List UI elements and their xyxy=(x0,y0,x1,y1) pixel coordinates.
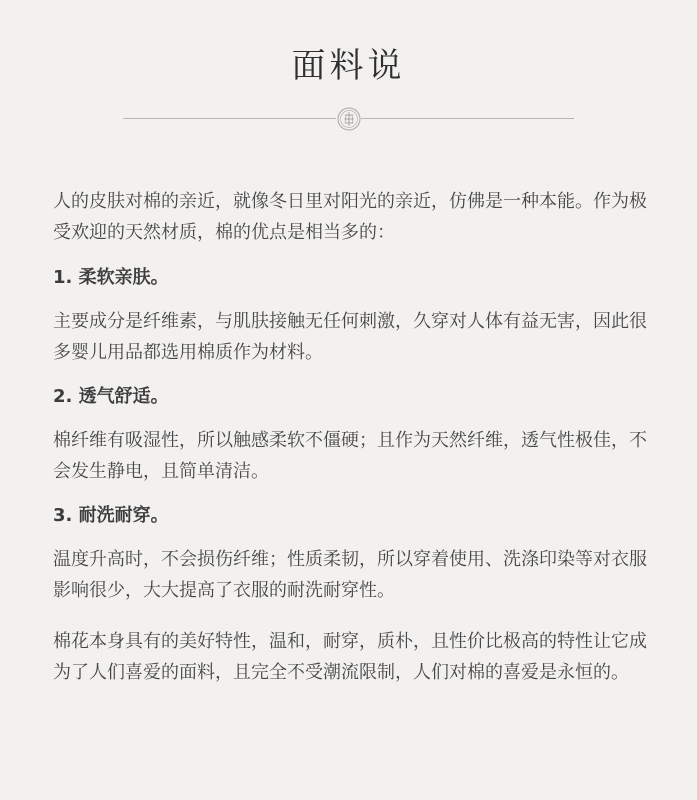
closing-paragraph: 棉花本身具有的美好特性，温和，耐穿，质朴，且性价比极高的特性让它成为了人们喜爱的面料，且完全不受潮流限制，人们对棉的喜爱是永恒的。 xyxy=(53,631,647,683)
section-body-softness: 主要成分是纤维素，与肌肤接触无任何刺激，久穿对人体有益无害，因此很多婴儿用品都选用棉质作为材料。 xyxy=(53,311,647,363)
section-body-durable: 温度升高时，不会损伤纤维；性质柔韧，所以穿着使用、洗涤印染等对衣服影响很少，大大提高了衣服的耐洗耐穿性。 xyxy=(53,549,647,601)
title-divider xyxy=(123,106,574,132)
ornamental-seal-icon xyxy=(337,107,361,131)
intro-paragraph: 人的皮肤对棉的亲近，就像冬日里对阳光的亲近，仿佛是一种本能。作为极受欢迎的天然材质，棉的优点是相当多的： xyxy=(53,191,647,243)
article-body xyxy=(53,186,653,688)
section-heading-durable: 3. 耐洗耐穿。 xyxy=(53,505,169,526)
divider-line-left xyxy=(123,118,336,119)
page-title: 面料说 xyxy=(291,46,406,86)
divider-line-right xyxy=(361,118,574,119)
section-heading-softness: 1. 柔软亲肤。 xyxy=(53,267,169,288)
section-heading-breathable: 2. 透气舒适。 xyxy=(53,386,169,407)
section-body-breathable: 棉纤维有吸湿性，所以触感柔软不僵硬；且作为天然纤维，透气性极佳，不会发生静电，且简单清洁。 xyxy=(53,430,647,482)
